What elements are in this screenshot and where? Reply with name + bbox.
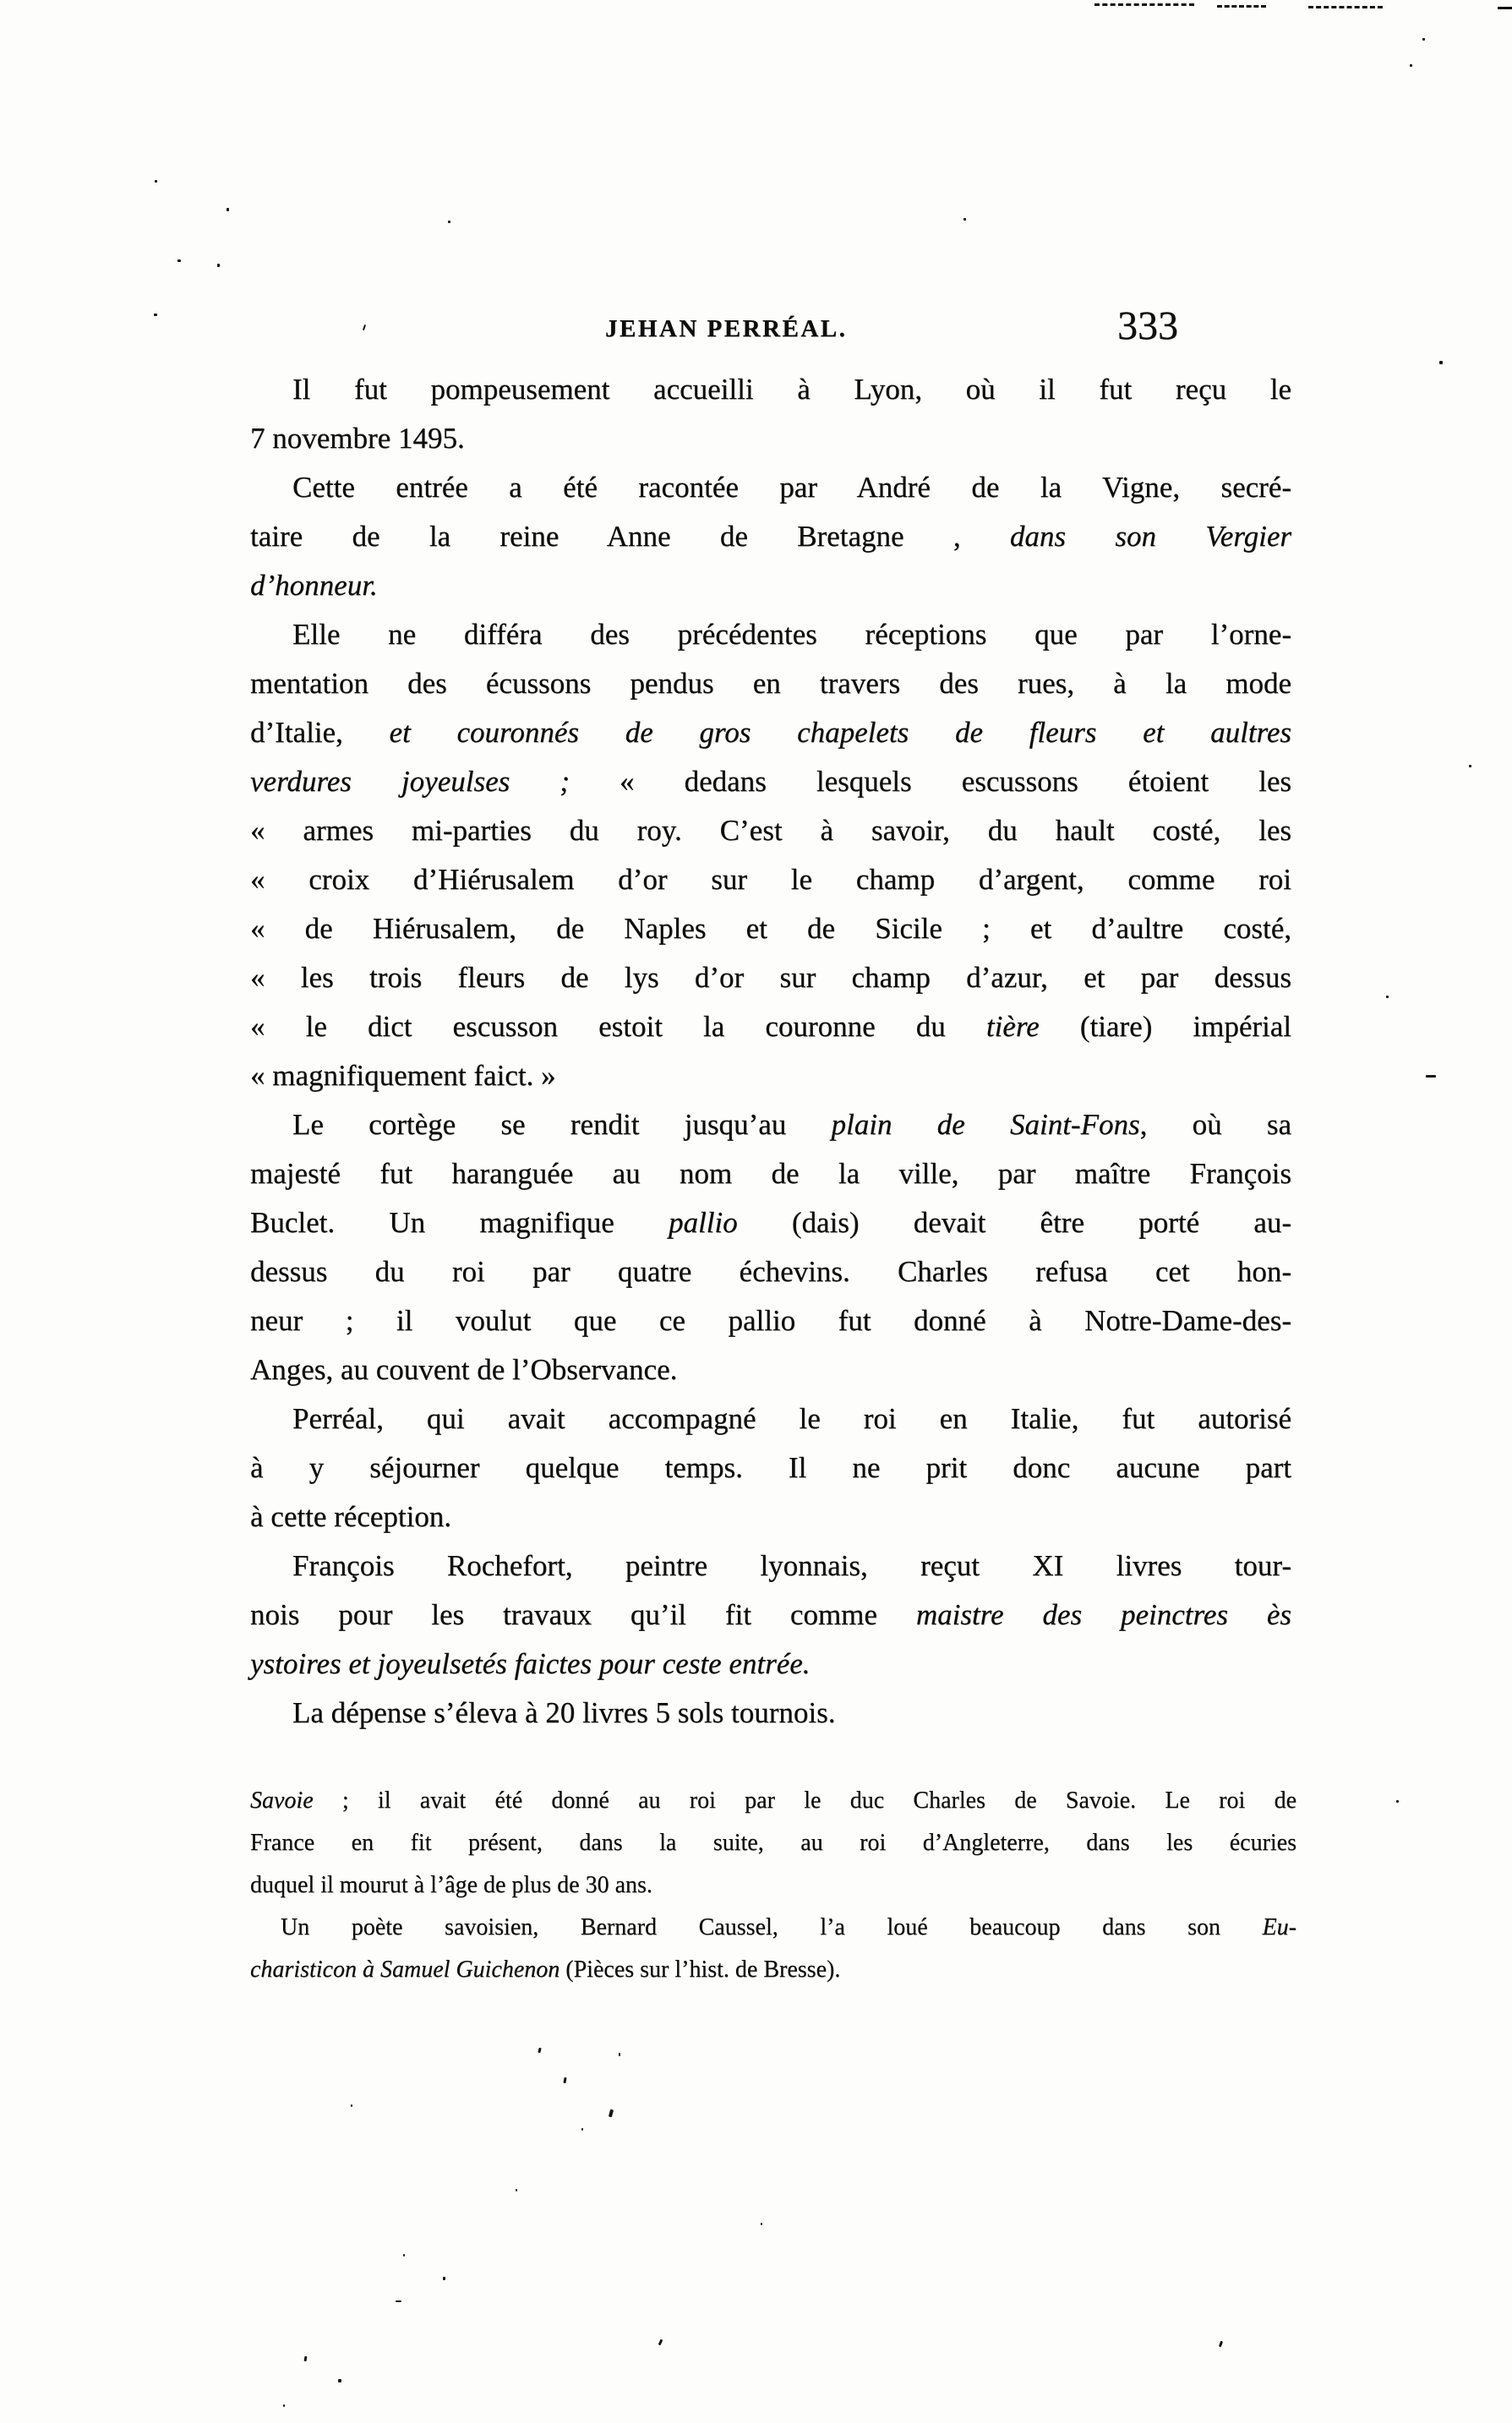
scan-speck [351, 2104, 352, 2107]
italic-text-run: plain de Saint-Fons [831, 1108, 1140, 1141]
text-run: taire de la reine Anne de Bretagne , [250, 520, 1010, 553]
text-line [250, 1394, 1291, 1443]
text-line [250, 1345, 1291, 1394]
text-line [250, 1296, 1291, 1345]
text-line [250, 1591, 1291, 1640]
text-run: neur ; il voulut que ce pallio fut donné à Notre-Dame-des- [250, 1304, 1291, 1337]
scan-dash-artifact [1308, 6, 1383, 8]
text-line [250, 1689, 1291, 1738]
text-line [250, 1443, 1291, 1493]
text-line [250, 806, 1291, 855]
body-text [250, 365, 1291, 1738]
footnote [250, 1780, 1296, 1991]
text-run: Un poète savoisien, Bernard Caussel, l’a loué beaucoup dans son [281, 1914, 1263, 1940]
text-run: Cette entrée a été racontée par André de la Vigne, secré- [292, 471, 1291, 504]
text-run: « magnifiquement faict. » [250, 1059, 556, 1092]
scan-speck [396, 2300, 401, 2302]
text-run: majesté fut haranguée au nom de la ville, par maître François [250, 1157, 1291, 1190]
scan-speck [581, 2128, 583, 2131]
text-run: nois pour les travaux qu’il fit comme [250, 1598, 916, 1631]
text-line [250, 463, 1291, 512]
italic-text-run: dans son Vergier [1009, 520, 1291, 553]
text-line [250, 1493, 1291, 1542]
scan-speck [1439, 361, 1443, 364]
scan-speck [563, 2077, 566, 2083]
scan-speck [516, 2189, 517, 2191]
text-line [250, 1542, 1291, 1591]
scan-speck [363, 325, 366, 330]
italic-text-run: charisticon à Samuel Guichenon [250, 1956, 560, 1983]
scan-speck [761, 2223, 762, 2225]
scan-dash-artifact [1217, 5, 1266, 8]
scan-speck [658, 2339, 663, 2346]
text-run: mentation des écussons pendus en travers des rues, à la mode [250, 667, 1291, 700]
text-run: ; il avait été donné au roi par le duc Charles de Savoie. Le roi de [313, 1787, 1296, 1814]
text-line [250, 1198, 1291, 1247]
scan-speck [304, 2356, 308, 2361]
scan-speck [177, 259, 181, 262]
text-line [250, 1051, 1291, 1100]
text-line [250, 1247, 1291, 1296]
text-line [250, 1640, 1291, 1689]
text-line [250, 1822, 1296, 1864]
text-run: « de Hiérusalem, de Naples et de Sicile ; et d’aultre costé, [250, 912, 1291, 945]
text-run: Elle ne différa des précédentes réceptions que par l’orne- [292, 618, 1291, 651]
text-run: Le cortège se rendit jusqu’au [292, 1108, 832, 1141]
scan-speck [538, 2048, 541, 2054]
text-line [250, 659, 1291, 708]
text-run: La dépense s’éleva à 20 livres 5 sols tournois. [292, 1696, 836, 1729]
scan-speck [963, 218, 966, 221]
scan-speck [1422, 38, 1425, 41]
scan-speck [283, 2404, 285, 2407]
scan-dash-artifact [1498, 7, 1512, 9]
text-line [250, 1949, 1296, 1991]
italic-text-run: et couronnés de gros chapelets de fleurs et aultres [389, 716, 1291, 749]
text-run: François Rochefort, peintre lyonnais, reçut XI livres tour- [292, 1549, 1291, 1582]
page-title: JEHAN PERRÉAL. [605, 315, 848, 342]
italic-text-run: maistre des peinctres ès [915, 1598, 1291, 1631]
text-line [250, 1780, 1296, 1822]
text-line [250, 953, 1291, 1002]
scan-speck [1219, 2341, 1223, 2348]
scan-speck [1396, 1800, 1399, 1803]
scan-speck [1426, 1075, 1436, 1078]
text-run: (tiare) impérial [1039, 1010, 1292, 1043]
scan-speck [1410, 64, 1412, 67]
text-line [250, 512, 1291, 561]
scan-speck [443, 2277, 445, 2280]
text-run: d’Italie, [250, 716, 390, 749]
scan-speck [619, 2053, 620, 2056]
text-run: Perréal, qui avait accompagné le roi en Italie, fut autorisé [292, 1402, 1291, 1435]
text-run: « les trois fleurs de lys d’or sur champ d’azur, et par dessus [250, 961, 1291, 994]
scan-speck [403, 2254, 405, 2257]
italic-text-run: ystoires et joyeulsetés faictes pour ceste entrée. [250, 1647, 811, 1680]
scan-speck [609, 2109, 614, 2118]
italic-text-run: Savoie [250, 1787, 314, 1814]
text-run: à y séjourner quelque temps. Il ne prit donc aucune part [250, 1451, 1291, 1484]
text-line [250, 1100, 1291, 1149]
text-line [250, 708, 1291, 757]
text-run: Anges, au couvent de l’Observance. [250, 1353, 678, 1386]
text-line [250, 1002, 1291, 1051]
text-run: Il fut pompeusement accueilli à Lyon, où il fut reçu le [292, 373, 1291, 406]
text-line [250, 561, 1291, 610]
page-number: 333 [1117, 303, 1178, 348]
scan-dash-artifact [1094, 3, 1194, 6]
text-run: Buclet. Un magnifique [250, 1206, 669, 1239]
italic-text-run: Eu- [1262, 1914, 1296, 1940]
scan-speck [1386, 996, 1389, 998]
text-line [250, 1864, 1296, 1907]
text-line [250, 855, 1291, 904]
scan-speck [154, 314, 157, 316]
text-run: , où sa [1139, 1108, 1291, 1141]
scan-speck [227, 208, 229, 211]
text-run: « le dict escusson estoit la couronne du [250, 1010, 986, 1043]
text-line [250, 1907, 1296, 1949]
text-run: « croix d’Hiérusalem d’or sur le champ d’argent, comme roi [250, 863, 1291, 896]
text-line [250, 610, 1291, 659]
text-run: « dedans lesquels escussons étoient les [569, 765, 1292, 798]
text-line [250, 414, 1291, 463]
text-run: France en fit présent, dans la suite, au roi d’Angleterre, dans les écuries [250, 1830, 1296, 1856]
italic-text-run: d’honneur. [250, 569, 378, 602]
text-run: 7 novembre 1495. [250, 422, 465, 455]
text-line [250, 904, 1291, 953]
italic-text-run: verdures joyeulses ; [250, 765, 570, 798]
italic-text-run: tière [985, 1010, 1040, 1043]
italic-text-run: pallio [668, 1206, 738, 1239]
text-line [250, 1149, 1291, 1198]
text-run: duquel il mourut à l’âge de plus de 30 ans. [250, 1872, 652, 1898]
text-run: (Pièces sur l’hist. de Bresse). [559, 1956, 841, 1983]
text-run: à cette réception. [250, 1500, 452, 1533]
scan-speck [217, 264, 220, 267]
text-line [250, 757, 1291, 806]
text-line [250, 365, 1291, 414]
scan-speck [1469, 765, 1471, 767]
scan-speck [448, 221, 450, 223]
scan-speck [338, 2379, 341, 2382]
scan-speck [155, 180, 157, 183]
text-run: « armes mi-parties du roy. C’est à savoir, du hault costé, les [250, 814, 1291, 847]
text-run: dessus du roi par quatre échevins. Charles refusa cet hon- [250, 1255, 1291, 1288]
text-run: (dais) devait être porté au- [737, 1206, 1291, 1239]
